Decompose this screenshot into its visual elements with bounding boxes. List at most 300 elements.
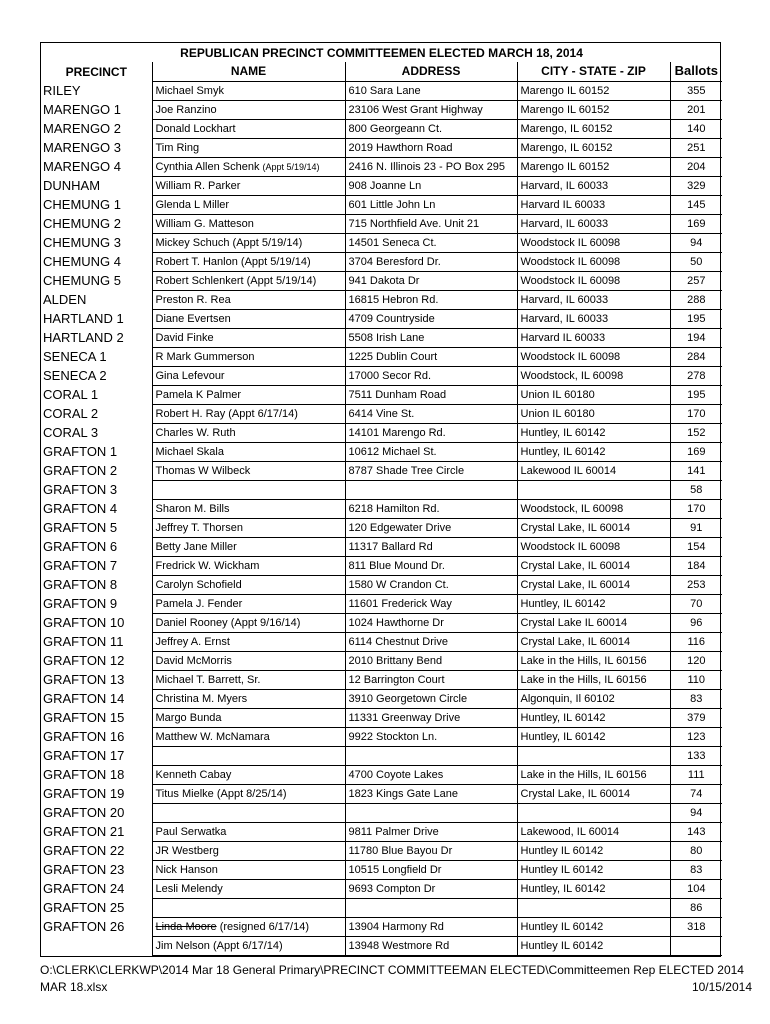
precinct-cell: GRAFTON 10 [43, 614, 125, 630]
precinct-cell: GRAFTON 20 [43, 804, 125, 820]
ballots-cell: 379 [670, 708, 722, 727]
name-text: JR Westberg [155, 844, 219, 857]
name-cell [152, 404, 345, 423]
address-cell: 601 Little John Ln [345, 195, 517, 214]
table-row [41, 727, 722, 746]
name-text: Robert H. Ray (Appt 6/17/14) [155, 407, 298, 420]
name-cell [152, 879, 345, 898]
address-cell: 11780 Blue Bayou Dr [345, 841, 517, 860]
city-cell: Lakewood, IL 60014 [517, 822, 670, 841]
name-cell [152, 499, 345, 518]
name-text: Matthew W. McNamara [155, 730, 270, 743]
table-row [41, 556, 722, 575]
city-cell: Union IL 60180 [517, 404, 670, 423]
address-cell: 4709 Countryside [345, 309, 517, 328]
name-text: Tim Ring [155, 141, 200, 154]
ballots-cell: 170 [670, 499, 722, 518]
ballots-cell: 152 [670, 423, 722, 442]
ballots-cell: 58 [670, 480, 722, 499]
name-cell [152, 157, 345, 176]
ballots-cell: 278 [670, 366, 722, 385]
ballots-cell: 50 [670, 252, 722, 271]
city-cell: Crystal Lake, IL 60014 [517, 784, 670, 803]
city-cell: Huntley, IL 60142 [517, 423, 670, 442]
precinct-cell: GRAFTON 26 [43, 918, 125, 934]
address-cell: 1225 Dublin Court [345, 347, 517, 366]
name-cell [152, 784, 345, 803]
table-row [41, 632, 722, 651]
ballots-cell: 123 [670, 727, 722, 746]
name-cell [152, 727, 345, 746]
name-text: David McMorris [155, 654, 232, 667]
table-row [41, 309, 722, 328]
name-text: Donald Lockhart [155, 122, 236, 135]
precinct-cell: SENECA 1 [43, 348, 107, 364]
table-row [41, 936, 722, 955]
table-row [41, 328, 722, 347]
header-city: CITY - STATE - ZIP [517, 62, 670, 81]
city-cell: Woodstock IL 60098 [517, 271, 670, 290]
address-cell: 23106 West Grant Highway [345, 100, 517, 119]
precinct-cell: GRAFTON 12 [43, 652, 125, 668]
name-text: Sharon M. Bills [155, 502, 230, 515]
name-cell [152, 765, 345, 784]
table-row [41, 138, 722, 157]
name-text: Michael Smyk [155, 84, 224, 97]
ballots-cell: 94 [670, 233, 722, 252]
name-text: Joe Ranzino [155, 103, 217, 116]
table-row [41, 423, 722, 442]
name-cell [152, 518, 345, 537]
name-cell [152, 214, 345, 233]
name-cell [152, 195, 345, 214]
ballots-cell: 195 [670, 385, 722, 404]
precinct-cell: GRAFTON 16 [43, 728, 125, 744]
name-cell [152, 480, 345, 499]
name-cell [152, 746, 345, 765]
precinct-cell: GRAFTON 2 [43, 462, 118, 478]
address-cell: 17000 Secor Rd. [345, 366, 517, 385]
ballots-cell: 195 [670, 309, 722, 328]
address-cell: 9693 Compton Dr [345, 879, 517, 898]
city-cell [517, 480, 670, 499]
city-cell: Crystal Lake, IL 60014 [517, 518, 670, 537]
ballots-cell: 91 [670, 518, 722, 537]
precinct-cell: RILEY [43, 82, 81, 98]
precinct-cell: GRAFTON 18 [43, 766, 125, 782]
name-text: Thomas W Wilbeck [155, 464, 251, 477]
address-cell: 14501 Seneca Ct. [345, 233, 517, 252]
precinct-cell: GRAFTON 3 [43, 481, 118, 497]
address-cell [345, 898, 517, 917]
name-cell [152, 100, 345, 119]
header-precinct: PRECINCT [65, 64, 127, 79]
precinct-cell: MARENGO 2 [43, 120, 122, 136]
table-row [41, 252, 722, 271]
name-cell [152, 841, 345, 860]
file-path-line1: O:\CLERK\CLERKWP\2014 Mar 18 General Primary\PRECINCT COMMITTEEMAN ELECTED\Committeemen Rep ELECTED 2014 [40, 963, 744, 977]
table-row [41, 119, 722, 138]
table-row [41, 708, 722, 727]
table-row [41, 765, 722, 784]
name-text: Kenneth Cabay [155, 768, 232, 781]
city-cell [517, 803, 670, 822]
table-row [41, 499, 722, 518]
committeemen-table [40, 42, 721, 957]
address-cell: 811 Blue Mound Dr. [345, 556, 517, 575]
precinct-cell: GRAFTON 1 [43, 443, 118, 459]
name-text: Christina M. Myers [155, 692, 248, 705]
city-cell: Lakewood IL 60014 [517, 461, 670, 480]
name-cell [152, 176, 345, 195]
name-text: Cynthia Allen Schenk [155, 160, 260, 173]
ballots-cell: 201 [670, 100, 722, 119]
precinct-cell: GRAFTON 15 [43, 709, 125, 725]
struck-name: Linda Moore [155, 920, 217, 933]
precinct-cell: GRAFTON 25 [43, 899, 125, 915]
precinct-cell: CORAL 2 [43, 405, 99, 421]
table-row [41, 651, 722, 670]
city-cell [517, 746, 670, 765]
name-text: Lesli Melendy [155, 882, 223, 895]
precinct-cell: GRAFTON 21 [43, 823, 125, 839]
ballots-cell: 170 [670, 404, 722, 423]
table-row [41, 442, 722, 461]
header-ballots: Ballots [670, 62, 722, 81]
name-cell [152, 575, 345, 594]
city-cell: Harvard, IL 60033 [517, 309, 670, 328]
address-cell: 9922 Stockton Ln. [345, 727, 517, 746]
address-cell: 610 Sara Lane [345, 81, 517, 100]
ballots-cell: 143 [670, 822, 722, 841]
city-cell: Huntley IL 60142 [517, 841, 670, 860]
city-cell: Crystal Lake IL 60014 [517, 613, 670, 632]
name-cell [152, 366, 345, 385]
name-cell [152, 385, 345, 404]
city-cell: Crystal Lake, IL 60014 [517, 575, 670, 594]
name-text: Paul Serwatka [155, 825, 227, 838]
name-text: Glenda L Miller [155, 198, 230, 211]
name-cell [152, 708, 345, 727]
city-cell: Harvard IL 60033 [517, 328, 670, 347]
precinct-cell: CHEMUNG 1 [43, 196, 122, 212]
city-cell: Woodstock, IL 60098 [517, 499, 670, 518]
table-row [41, 803, 722, 822]
ballots-cell: 116 [670, 632, 722, 651]
address-cell: 1580 W Crandon Ct. [345, 575, 517, 594]
precinct-cell: GRAFTON 22 [43, 842, 125, 858]
name-text: Diane Evertsen [155, 312, 231, 325]
ballots-cell: 253 [670, 575, 722, 594]
table-row [41, 689, 722, 708]
appointment-note: (Appt 5/19/14) [262, 161, 320, 172]
table-row [41, 860, 722, 879]
precinct-cell: GRAFTON 5 [43, 519, 118, 535]
table-row [41, 613, 722, 632]
city-cell: Huntley IL 60142 [517, 860, 670, 879]
address-cell: 11331 Greenway Drive [345, 708, 517, 727]
name-text: Carolyn Schofield [155, 578, 242, 591]
city-cell: Marengo, IL 60152 [517, 138, 670, 157]
ballots-cell: 104 [670, 879, 722, 898]
precinct-cell: GRAFTON 24 [43, 880, 125, 896]
ballots-cell: 94 [670, 803, 722, 822]
name-text: Jeffrey T. Thorsen [155, 521, 243, 534]
name-text: Pamela J. Fender [155, 597, 243, 610]
table-row [41, 575, 722, 594]
name-text: Gina Lefevour [155, 369, 225, 382]
table-row [41, 537, 722, 556]
name-text: Robert T. Hanlon (Appt 5/19/14) [155, 255, 311, 268]
ballots-cell: 70 [670, 594, 722, 613]
name-cell [152, 119, 345, 138]
name-text: Jeffrey A. Ernst [155, 635, 230, 648]
table-row [41, 290, 722, 309]
city-cell: Huntley IL 60142 [517, 917, 670, 936]
address-cell: 14101 Marengo Rd. [345, 423, 517, 442]
city-cell: Harvard, IL 60033 [517, 214, 670, 233]
city-cell: Marengo IL 60152 [517, 100, 670, 119]
precinct-cell: CHEMUNG 4 [43, 253, 122, 269]
precinct-cell: MARENGO 4 [43, 158, 122, 174]
ballots-cell: 169 [670, 214, 722, 233]
ballots-cell: 111 [670, 765, 722, 784]
name-text: Michael Skala [155, 445, 224, 458]
table-row [41, 176, 722, 195]
address-cell: 13948 Westmore Rd [345, 936, 517, 955]
address-cell [345, 480, 517, 499]
name-text: (resigned 6/17/14) [219, 920, 309, 933]
ballots-cell: 120 [670, 651, 722, 670]
address-cell: 2019 Hawthorn Road [345, 138, 517, 157]
name-cell [152, 936, 345, 955]
precinct-cell: CHEMUNG 2 [43, 215, 122, 231]
ballots-cell: 204 [670, 157, 722, 176]
name-text: Preston R. Rea [155, 293, 231, 306]
precinct-cell: ALDEN [43, 291, 87, 307]
city-cell: Union IL 60180 [517, 385, 670, 404]
precinct-cell: GRAFTON 8 [43, 576, 118, 592]
table-row [41, 841, 722, 860]
table-row [41, 404, 722, 423]
precinct-cell: MARENGO 3 [43, 139, 122, 155]
precinct-cell: GRAFTON 6 [43, 538, 118, 554]
address-cell: 10612 Michael St. [345, 442, 517, 461]
name-cell [152, 81, 345, 100]
table-row [41, 195, 722, 214]
city-cell: Marengo IL 60152 [517, 157, 670, 176]
address-cell: 2416 N. Illinois 23 - PO Box 295 [345, 157, 517, 176]
name-text: Nick Hanson [155, 863, 218, 876]
print-date: 10/15/2014 [691, 980, 752, 994]
file-path-footer [40, 962, 752, 996]
precinct-cell: CORAL 3 [43, 424, 99, 440]
city-cell: Huntley, IL 60142 [517, 727, 670, 746]
name-text: David Finke [155, 331, 214, 344]
table-row [41, 879, 722, 898]
precinct-cell: SENECA 2 [43, 367, 107, 383]
name-text: Fredrick W. Wickham [155, 559, 260, 572]
name-cell [152, 803, 345, 822]
ballots-cell: 133 [670, 746, 722, 765]
address-cell: 16815 Hebron Rd. [345, 290, 517, 309]
precinct-cell: GRAFTON 19 [43, 785, 125, 801]
address-cell: 6114 Chestnut Drive [345, 632, 517, 651]
ballots-cell: 154 [670, 537, 722, 556]
address-cell: 11601 Frederick Way [345, 594, 517, 613]
table-row [41, 784, 722, 803]
name-cell [152, 613, 345, 632]
name-cell [152, 461, 345, 480]
ballots-cell: 86 [670, 898, 722, 917]
address-cell: 800 Georgeann Ct. [345, 119, 517, 138]
ballots-cell: 288 [670, 290, 722, 309]
table-body [41, 81, 722, 955]
ballots-cell: 257 [670, 271, 722, 290]
ballots-cell: 329 [670, 176, 722, 195]
address-cell: 120 Edgewater Drive [345, 518, 517, 537]
precinct-cell: GRAFTON 23 [43, 861, 125, 877]
name-text: Charles W. Ruth [155, 426, 236, 439]
name-text: Margo Bunda [155, 711, 222, 724]
address-cell: 908 Joanne Ln [345, 176, 517, 195]
table-row [41, 670, 722, 689]
table-row [41, 157, 722, 176]
ballots-cell: 74 [670, 784, 722, 803]
precinct-cell: CORAL 1 [43, 386, 99, 402]
city-cell: Lake in the Hills, IL 60156 [517, 765, 670, 784]
name-cell [152, 233, 345, 252]
address-cell: 715 Northfield Ave. Unit 21 [345, 214, 517, 233]
table-row [41, 366, 722, 385]
address-cell: 13904 Harmony Rd [345, 917, 517, 936]
address-cell: 5508 Irish Lane [345, 328, 517, 347]
precinct-cell: DUNHAM [43, 177, 101, 193]
name-cell [152, 347, 345, 366]
name-text: Mickey Schuch (Appt 5/19/14) [155, 236, 303, 249]
city-cell: Huntley IL 60142 [517, 936, 670, 955]
ballots-cell: 83 [670, 689, 722, 708]
address-cell: 6414 Vine St. [345, 404, 517, 423]
address-cell [345, 803, 517, 822]
table-row [41, 271, 722, 290]
ballots-cell [670, 936, 722, 955]
name-text: Daniel Rooney (Appt 9/16/14) [155, 616, 301, 629]
table-row [41, 214, 722, 233]
table-row [41, 917, 722, 936]
name-cell [152, 138, 345, 157]
precinct-cell: GRAFTON 17 [43, 747, 125, 763]
city-cell: Harvard, IL 60033 [517, 290, 670, 309]
ballots-cell: 145 [670, 195, 722, 214]
precinct-cell: GRAFTON 4 [43, 500, 118, 516]
city-cell: Crystal Lake, IL 60014 [517, 556, 670, 575]
precinct-cell: MARENGO 1 [43, 101, 122, 117]
ballots-cell: 110 [670, 670, 722, 689]
ballots-cell: 83 [670, 860, 722, 879]
table-row [41, 233, 722, 252]
name-cell [152, 670, 345, 689]
ballots-cell: 141 [670, 461, 722, 480]
name-text: William R. Parker [155, 179, 241, 192]
city-cell: Woodstock, IL 60098 [517, 366, 670, 385]
name-text: Jim Nelson (Appt 6/17/14) [155, 939, 283, 952]
city-cell: Woodstock IL 60098 [517, 233, 670, 252]
city-cell: Lake in the Hills, IL 60156 [517, 651, 670, 670]
table-row [41, 81, 722, 100]
address-cell: 3704 Beresford Dr. [345, 252, 517, 271]
address-cell: 8787 Shade Tree Circle [345, 461, 517, 480]
precinct-cell: HARTLAND 1 [43, 310, 124, 326]
ballots-cell: 251 [670, 138, 722, 157]
name-cell [152, 689, 345, 708]
city-cell: Woodstock IL 60098 [517, 252, 670, 271]
name-cell [152, 309, 345, 328]
name-cell [152, 898, 345, 917]
city-cell: Huntley, IL 60142 [517, 442, 670, 461]
precinct-cell: GRAFTON 9 [43, 595, 118, 611]
precinct-cell: GRAFTON 11 [43, 633, 124, 649]
address-cell: 1823 Kings Gate Lane [345, 784, 517, 803]
city-cell: Woodstock IL 60098 [517, 347, 670, 366]
city-cell: Huntley, IL 60142 [517, 594, 670, 613]
ballots-cell: 184 [670, 556, 722, 575]
city-cell: Woodstock IL 60098 [517, 537, 670, 556]
address-cell: 2010 Brittany Bend [345, 651, 517, 670]
table-row [41, 347, 722, 366]
city-cell: Harvard IL 60033 [517, 195, 670, 214]
city-cell: Harvard, IL 60033 [517, 176, 670, 195]
name-text: Betty Jane Miller [155, 540, 237, 553]
address-cell: 3910 Georgetown Circle [345, 689, 517, 708]
precinct-cell: CHEMUNG 5 [43, 272, 122, 288]
name-cell [152, 632, 345, 651]
table-row [41, 594, 722, 613]
header-name: NAME [152, 62, 345, 81]
table-row [41, 461, 722, 480]
table-row [41, 100, 722, 119]
ballots-cell: 284 [670, 347, 722, 366]
name-cell [152, 822, 345, 841]
table-row [41, 385, 722, 404]
name-cell [152, 328, 345, 347]
address-cell: 9811 Palmer Drive [345, 822, 517, 841]
name-cell [152, 860, 345, 879]
header-address: ADDRESS [345, 62, 517, 81]
name-cell [152, 271, 345, 290]
precinct-cell: HARTLAND 2 [43, 329, 124, 345]
table-title: REPUBLICAN PRECINCT COMMITTEEMEN ELECTED MARCH 18, 2014 [180, 45, 583, 60]
city-cell: Huntley, IL 60142 [517, 879, 670, 898]
name-cell [152, 917, 345, 936]
ballots-cell: 80 [670, 841, 722, 860]
city-cell: Huntley, IL 60142 [517, 708, 670, 727]
table-row [41, 480, 722, 499]
ballots-cell: 169 [670, 442, 722, 461]
name-cell [152, 537, 345, 556]
city-cell: Marengo, IL 60152 [517, 119, 670, 138]
name-cell [152, 651, 345, 670]
ballots-cell: 194 [670, 328, 722, 347]
ballots-cell: 140 [670, 119, 722, 138]
precinct-cell: CHEMUNG 3 [43, 234, 122, 250]
name-text: Pamela K Palmer [155, 388, 242, 401]
city-cell: Marengo IL 60152 [517, 81, 670, 100]
table-row [41, 898, 722, 917]
name-text: Titus Mielke (Appt 8/25/14) [155, 787, 287, 800]
city-cell [517, 898, 670, 917]
precinct-cell [41, 936, 152, 955]
